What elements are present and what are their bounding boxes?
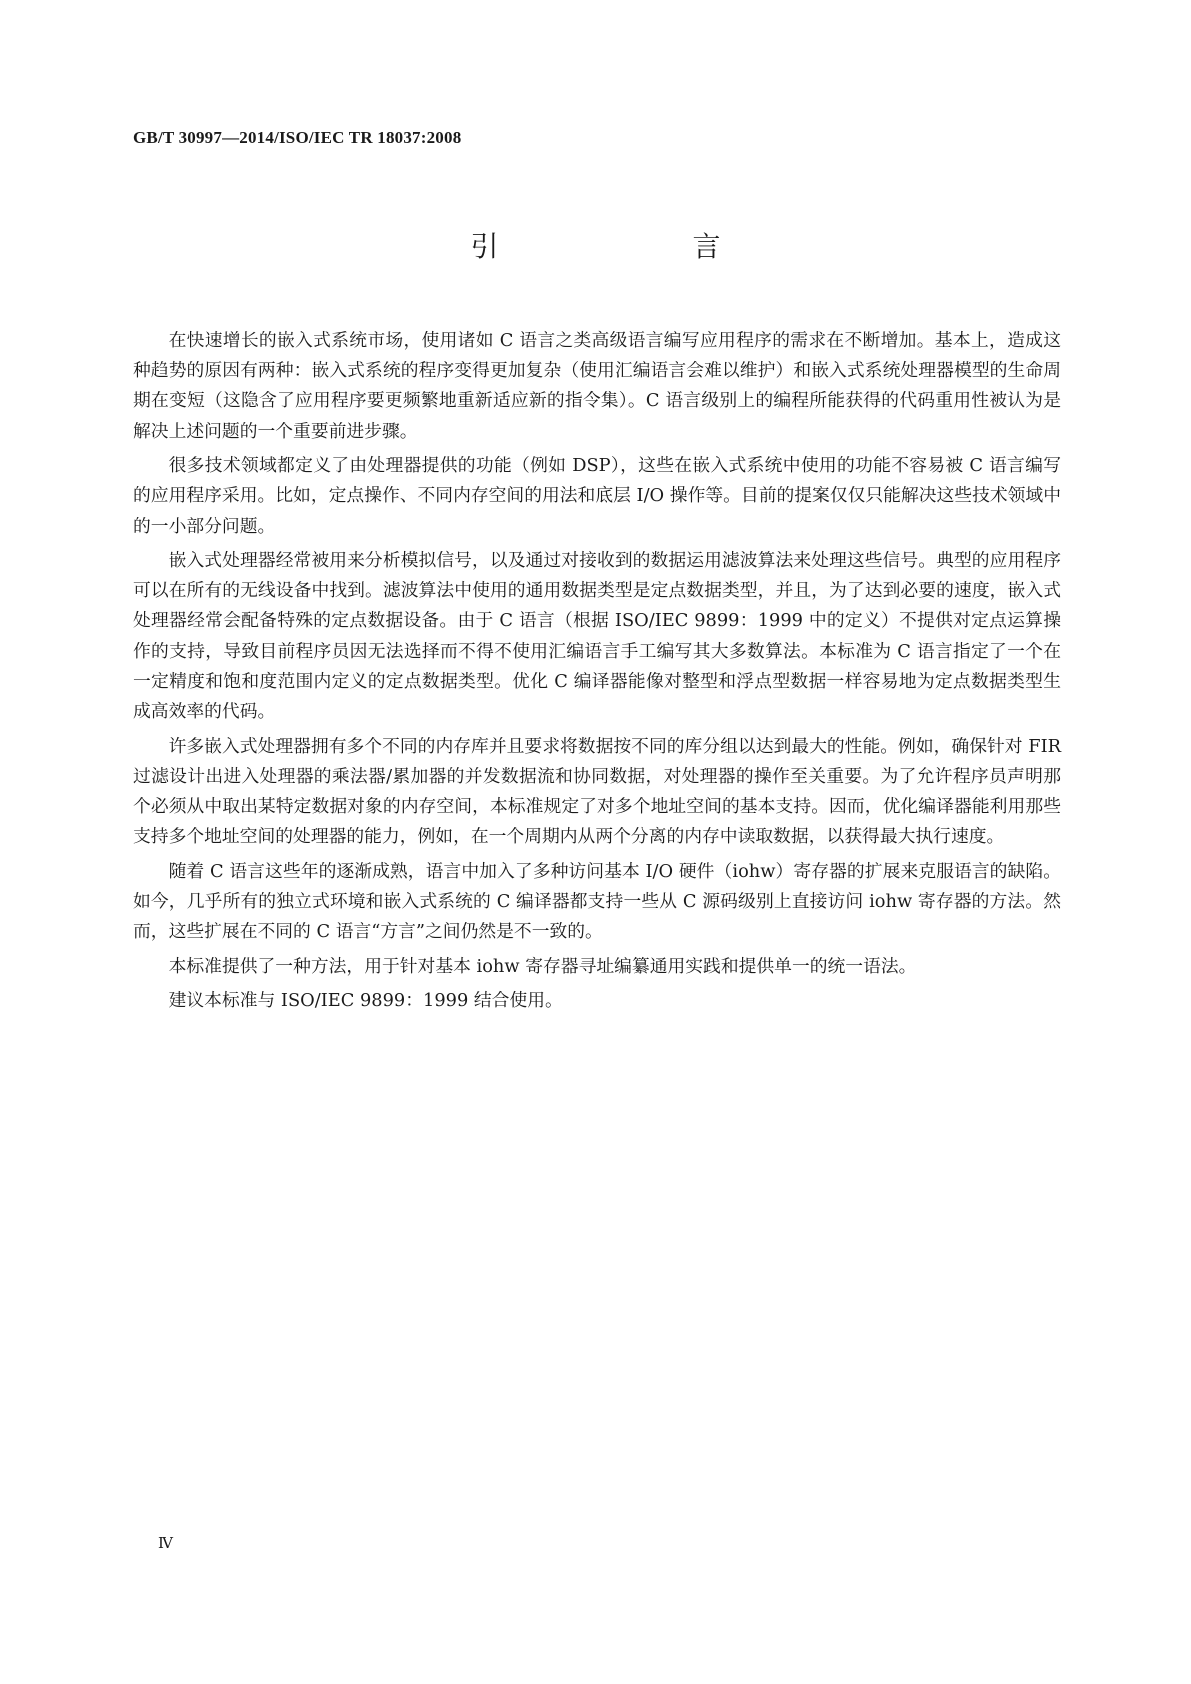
paragraph-3: 嵌入式处理器经常被用来分析模拟信号，以及通过对接收到的数据运用滤波算法来处理这些信号。典型的应用程序可以在所有的无线设备中找到。滤波算法中使用的通用数据类型是定点数据类型，并且，为了达到必要的速度，嵌入式处理器经常会配备特殊的定点数据设备。由于 C 语言（根据 ISO/IEC 9899：1999 中的定义）不提供对定点运算操作的支持，导致目前程序员因无法选择而不得不使用汇编语言手工编写其大多数算法。本标准为 C 语言指定了一个在一定精度和饱和度范围内定义的定点数据类型。优化 C 编译器能像对整型和浮点型数据一样容易地为定点数据类型生成高效率的代码。 xyxy=(133,550,1061,723)
page-title: 引 言 xyxy=(470,230,767,263)
body-text xyxy=(133,326,1061,1021)
paragraph-2: 很多技术领域都定义了由处理器提供的功能（例如 DSP），这些在嵌入式系统中使用的功能不容易被 C 语言编写的应用程序采用。比如，定点操作、不同内存空间的用法和底层 I/O 操作等。目前的提案仅仅只能解决这些技术领域中的一小部分问题。 xyxy=(133,455,1061,537)
paragraph-4: 许多嵌入式处理器拥有多个不同的内存库并且要求将数据按不同的库分组以达到最大的性能。例如，确保针对 FIR 过滤设计出进入处理器的乘法器/累加器的并发数据流和协同数据，对处理器的操作至关重要。为了允许程序员声明那个必须从中取出某特定数据对象的内存空间，本标准规定了对多个地址空间的基本支持。因而，优化编译器能利用那些支持多个地址空间的处理器的能力，例如，在一个周期内从两个分离的内存中读取数据，以获得最大执行速度。 xyxy=(133,735,1061,848)
paragraph-7: 建议本标准与 ISO/IEC 9899：1999 结合使用。 xyxy=(168,990,563,1012)
page-number: Ⅳ xyxy=(158,1536,173,1552)
paragraph-1: 在快速增长的嵌入式系统市场，使用诸如 C 语言之类高级语言编写应用程序的需求在不断增加。基本上，造成这种趋势的原因有两种：嵌入式系统的程序变得更加复杂（使用汇编语言会难以维护）和嵌入式系统处理器模型的生命周期在变短（这隐含了应用程序要更频繁地重新适应新的指令集）。C 语言级别上的编程所能获得的代码重用性被认为是解决上述问题的一个重要前进步骤。 xyxy=(133,330,1061,442)
paragraph-5: 随着 C 语言这些年的逐渐成熟，语言中加入了多种访问基本 I/O 硬件（iohw）寄存器的扩展来克服语言的缺陷。如今，几乎所有的独立式环境和嵌入式系统的 C 编译器都支持一些从 C 源码级别上直接访问 iohw 寄存器的方法。然而，这些扩展在不同的 C 语言“方言”之间仍然是不一致的。 xyxy=(133,860,1061,943)
paragraph-6: 本标准提供了一种方法，用于针对基本 iohw 寄存器寻址编纂通用实践和提供单一的统一语法。 xyxy=(168,955,917,977)
standard-code: GB/T 30997—2014/ISO/IEC TR 18037:2008 xyxy=(133,128,462,147)
